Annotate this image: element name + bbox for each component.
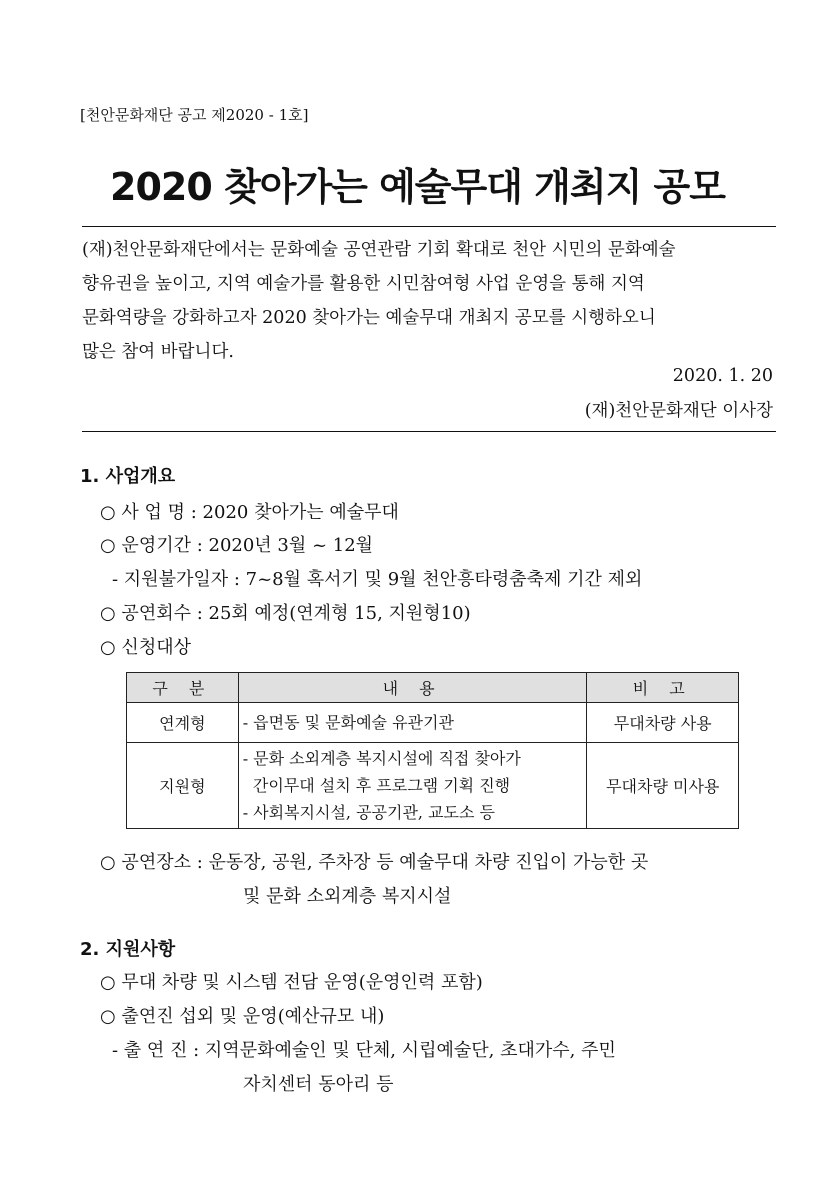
- content-line: - 사회복지시설, 공공기관, 교도소 등: [242, 803, 495, 822]
- notice-number: [천안문화재단 공고 제2020 - 1호]: [80, 106, 309, 124]
- content-line: 간이무대 설치 후 프로그램 기획 진행: [242, 776, 511, 795]
- section-1-heading: 1. 사업개요: [80, 466, 176, 487]
- bottom-divider: [82, 431, 776, 432]
- intro-line: 향유권을 높이고, 지역 예술가를 활용한 시민참여형 사업 운영을 통해 지역: [82, 274, 645, 294]
- row-note: 무대차량 사용: [587, 703, 739, 743]
- section-2-heading: 2. 지원사항: [80, 939, 176, 960]
- row-content: - 읍면동 및 문화예술 유관기관: [238, 703, 587, 743]
- intro-line: 문화역량을 강화하고자 2020 찾아가는 예술무대 개최지 공모를 시행하오니: [82, 308, 656, 328]
- performer-item: ○ 출연진 섭외 및 운영(예산규모 내): [100, 1006, 385, 1027]
- table-row: [127, 703, 739, 743]
- performance-count-item: ○ 공연회수 : 25회 예정(연계형 15, 지원형10): [100, 603, 471, 624]
- business-name-item: ○ 사 업 명 : 2020 찾아가는 예술무대: [100, 502, 399, 523]
- table-header-row: [127, 673, 739, 703]
- eligibility-table: [126, 672, 739, 829]
- stage-vehicle-item: ○ 무대 차량 및 시스템 전담 운영(운영인력 포함): [100, 972, 483, 993]
- performers-detail-continued: 자치센터 동아리 등: [243, 1074, 394, 1095]
- row-note: 무대차량 미사용: [587, 743, 739, 829]
- row-content: [238, 743, 587, 829]
- table-row: [127, 743, 739, 829]
- eligibility-item: ○ 신청대상: [100, 637, 191, 658]
- signature: (재)천안문화재단 이사장: [584, 401, 773, 421]
- page-title: 2020 찾아가는 예술무대 개최지 공모: [110, 165, 725, 209]
- intro-paragraph: [82, 233, 776, 369]
- content-line: - 문화 소외계층 복지시설에 직접 찾아가: [242, 749, 521, 768]
- row-type: 연계형: [127, 703, 239, 743]
- intro-line: 많은 참여 바랍니다.: [82, 342, 234, 362]
- unavailable-dates-item: - 지원불가일자 : 7~8월 혹서기 및 9월 천안흥타령춤축제 기간 제외: [112, 569, 643, 590]
- performers-detail-item: - 출 연 진 : 지역문화예술인 및 단체, 시립예술단, 초대가수, 주민: [112, 1040, 616, 1061]
- header-content: 내 용: [238, 673, 587, 703]
- row-type: 지원형: [127, 743, 239, 829]
- intro-line: (재)천안문화재단에서는 문화예술 공연관람 기회 확대로 천안 시민의 문화예술: [82, 240, 676, 260]
- operation-period-item: ○ 운영기간 : 2020년 3월 ~ 12월: [100, 535, 374, 556]
- notice-date: 2020. 1. 20: [672, 366, 773, 386]
- venue-item: ○ 공연장소 : 운동장, 공원, 주차장 등 예술무대 차량 진입이 가능한 곳: [100, 852, 649, 873]
- top-divider: [82, 226, 776, 227]
- header-note: 비 고: [587, 673, 739, 703]
- header-category: 구 분: [127, 673, 239, 703]
- venue-item-continued: 및 문화 소외계층 복지시설: [243, 886, 452, 907]
